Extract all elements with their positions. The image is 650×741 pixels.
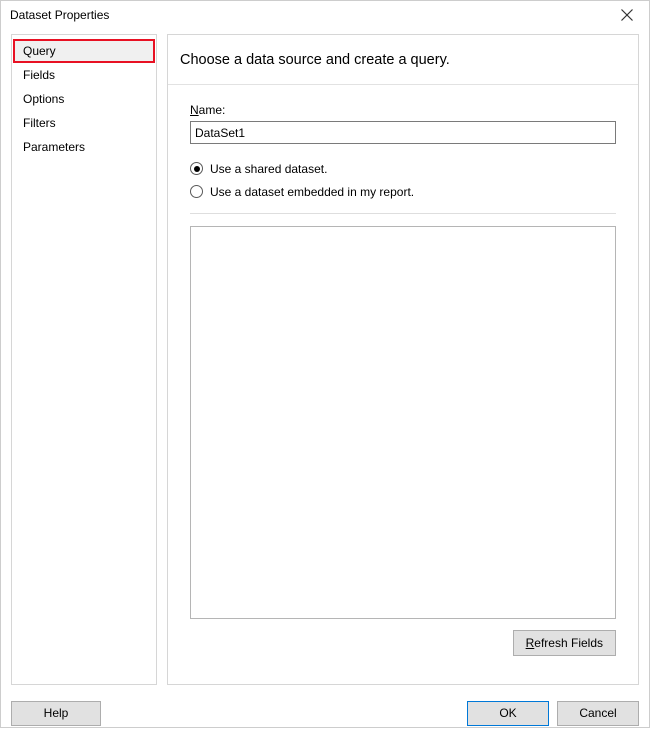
page-title: Choose a data source and create a query. <box>168 35 638 85</box>
radio-label: Use a shared dataset. <box>210 161 328 176</box>
sidebar-item-label: Parameters <box>23 140 86 154</box>
cancel-button[interactable]: Cancel <box>557 701 639 726</box>
name-label: Name: <box>190 103 226 117</box>
sidebar-item-parameters[interactable] <box>12 135 156 159</box>
sidebar-item-label: Filters <box>23 116 56 130</box>
radio-button-icon[interactable] <box>190 185 203 198</box>
refresh-fields-button[interactable]: R efresh Fields <box>513 630 616 656</box>
sidebar-item-label: Fields <box>23 68 56 82</box>
dialog-footer <box>1 685 649 741</box>
query-designer-area[interactable] <box>190 226 616 619</box>
refresh-fields-label: efresh Fields <box>534 636 603 650</box>
sidebar-item-filters[interactable] <box>12 111 156 135</box>
refresh-row <box>190 630 616 656</box>
sidebar-item-fields[interactable] <box>12 63 156 87</box>
title-bar <box>1 1 649 30</box>
content-inner <box>168 85 638 656</box>
close-icon[interactable] <box>605 2 649 29</box>
sidebar-item-options[interactable] <box>12 87 156 111</box>
divider <box>190 213 616 214</box>
sidebar-item-label: Query <box>23 44 56 58</box>
radio-use-shared-dataset[interactable] <box>190 158 616 179</box>
footer-left <box>11 701 101 726</box>
dialog-body <box>1 30 649 685</box>
window-title: Dataset Properties <box>10 8 110 22</box>
help-button[interactable]: Help <box>11 701 101 726</box>
sidebar-item-label: Options <box>23 92 65 106</box>
sidebar-item-query[interactable] <box>13 39 155 63</box>
radio-use-embedded-dataset[interactable] <box>190 181 616 202</box>
name-input[interactable] <box>190 121 616 144</box>
ok-button[interactable]: OK <box>467 701 549 726</box>
radio-label: Use a dataset embedded in my report. <box>210 184 415 199</box>
name-label-rest: ame: <box>198 103 226 117</box>
navigation-panel <box>11 34 157 685</box>
dataset-source-radio-group <box>190 158 616 202</box>
radio-button-icon[interactable] <box>190 162 203 175</box>
content-panel <box>167 34 639 685</box>
